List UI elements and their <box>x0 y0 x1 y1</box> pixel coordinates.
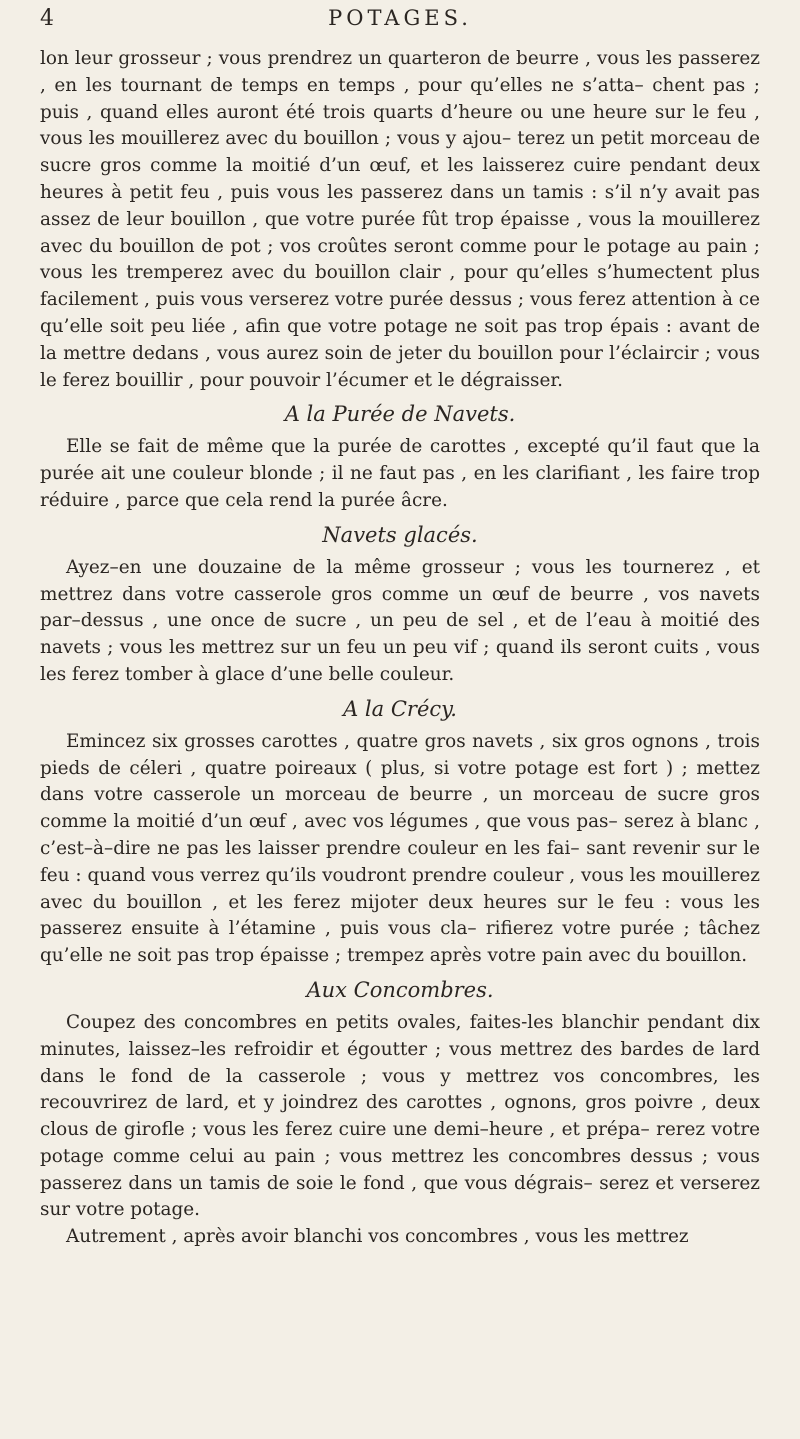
running-title: POTAGES. <box>328 6 472 30</box>
running-head <box>40 6 760 40</box>
paragraph-puree-navets: Elle se fait de même que la purée de carottes , excepté qu’il faut que la purée ait une couleur blonde ; il ne faut pas , en les clarifiant , les faire trop réduire , parce que cela rend la purée âcre. <box>40 436 760 511</box>
heading-navets-glaces: Navets glacés. <box>322 522 478 547</box>
heading-puree-navets: A la Purée de Navets. <box>284 402 516 427</box>
paragraph-crecy: Emincez six grosses carottes , quatre gros navets , six gros ognons , trois pieds de céleri , quatre poireaux ( plus, si votre potage est fort ) ; mettez dans votre casserole un morceau de beurre , un morceau de sucre gros comme la moitié d’un œuf , avec vos légumes , que vous pas– serez à blanc , c’est–à–dire ne pas les laisser prendre couleur en les fai– sant revenir sur le feu : quand vous verrez qu’ils voudront prendre couleur , vous les mouillerez avec du bouillon , et les ferez mijoter deux heures sur le feu : vous les passerez ensuite à l’étamine , puis vous cla– rifierez votre purée ; tâchez qu’elle ne soit pas trop épaisse ; trempez après votre pain avec du bouillon. <box>40 730 760 967</box>
body-text <box>40 46 760 1251</box>
paragraph-autrement: Autrement , après avoir blanchi vos concombres , vous les mettrez <box>66 1226 689 1248</box>
heading-crecy: A la Crécy. <box>343 696 457 721</box>
paragraph-navets-glaces: Ayez–en une douzaine de la même grosseur ; vous les tournerez , et mettrez dans votre casserole gros comme un œuf de beurre , vos navets par–dessus , une once de sucre , un peu de sel , et de l’eau à moitié des navets ; vous les mettrez sur un feu un peu vif ; quand ils seront cuits , vous les ferez tomber à glace d’une belle couleur. <box>40 556 760 685</box>
paragraph-puree-carottes-continued: lon leur grosseur ; vous prendrez un quarteron de beurre , vous les passerez , en les tournant de temps en temps , pour qu’elles ne s’atta– chent pas ; puis , quand elles auront été trois quarts d’heure ou une heure sur le feu , vous les mouillerez avec du bouillon ; vous y ajou– terez un petit morceau de sucre gros comme la moitié d’un œuf, et les laisserez cuire pendant deux heures à petit feu , puis vous les passerez dans un tamis : s’il n’y avait pas assez de leur bouillon , que votre purée fût trop épaisse , vous la mouillerez avec du bouillon de pot ; vos croûtes seront comme pour le potage au pain ; vous les tremperez avec du bouillon clair , pour qu’elles s’humectent plus facilement , puis vous verserez votre purée dessus ; vous ferez attention à ce qu’elle soit peu liée , afin que votre potage ne soit pas trop épais : avant de la mettre dedans , vous aurez soin de jeter du bouillon pour l’éclaircir ; vous le ferez bouillir , pour pouvoir l’écumer et le dégraisser. <box>40 48 760 391</box>
heading-concombres: Aux Concombres. <box>306 977 494 1002</box>
paragraph-concombres: Coupez des concombres en petits ovales, faites-les blanchir pendant dix minutes, laissez–les refroidir et égoutter ; vous mettrez des bardes de lard dans le fond de la casserole ; vous y mettrez vos concombres, les recouvrirez de lard, et y joindrez des carottes , ognons, gros poivre , deux clous de girofle ; vous les ferez cuire une demi–heure , et prépa– rerez votre potage comme celui au pain ; vous mettrez les concombres dessus ; vous passerez dans un tamis de soie le fond , que vous dégrais– serez et verserez sur votre potage. <box>40 1011 760 1221</box>
page-number: 4 <box>40 6 55 31</box>
